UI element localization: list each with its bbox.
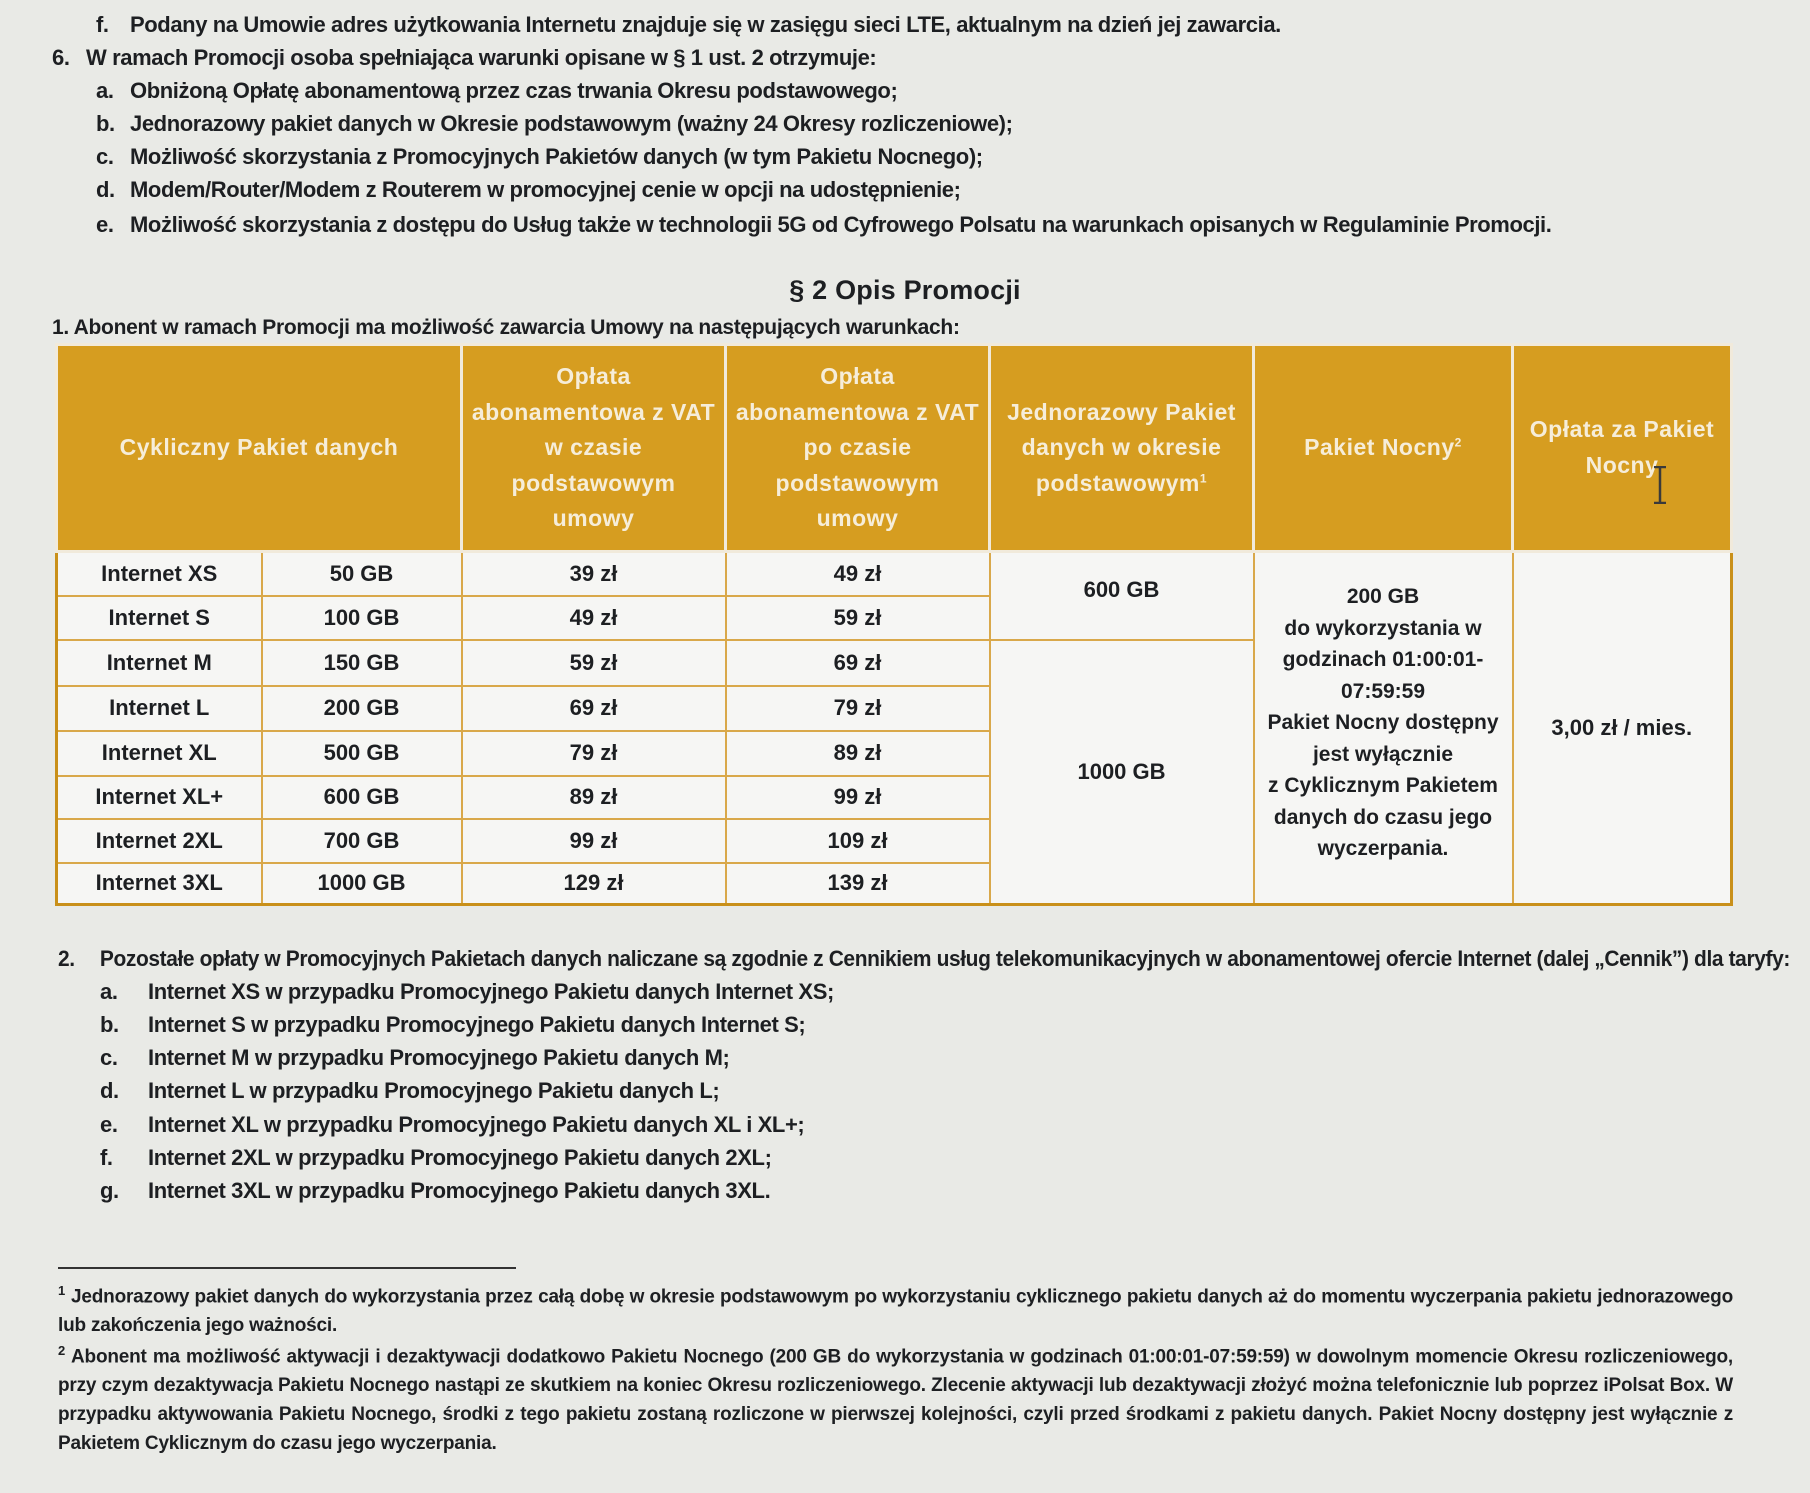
list-marker: f.	[96, 12, 109, 37]
cell-name: Internet L	[57, 686, 262, 731]
cell-data: 150 GB	[262, 640, 462, 686]
cell-name: Internet 2XL	[57, 819, 262, 863]
list-marker: b.	[100, 1012, 119, 1037]
list-text: Modem/Router/Modem z Routerem w promocyjnej cenie w opcji na udostępnienie;	[130, 177, 961, 202]
list-item	[100, 1078, 719, 1104]
header-package: Cykliczny Pakiet danych	[57, 345, 462, 552]
list-item	[100, 1045, 729, 1071]
list-marker: b.	[96, 111, 115, 136]
list-text: Możliwość skorzystania z Promocyjnych Pakietów danych (w tym Pakietu Nocnego);	[130, 144, 983, 169]
list-marker: 2.	[58, 946, 75, 971]
list-marker: a.	[100, 979, 118, 1004]
night-line: godzinach 01:00:01-	[1282, 648, 1484, 671]
list-text: Obniżoną Opłatę abonamentową przez czas trwania Okresu podstawowego;	[130, 78, 898, 103]
section-heading: § 2 Opis Promocji	[789, 275, 1021, 305]
night-line: Pakiet Nocny dostępny	[1267, 711, 1499, 734]
cell-onetime-1000: 1000 GB	[990, 640, 1254, 905]
cell-fee-after: 79 zł	[726, 686, 990, 731]
list-text: Internet L w przypadku Promocyjnego Pakietu danych L;	[148, 1078, 720, 1103]
list-text: Możliwość skorzystania z dostępu do Usług także w technologii 5G od Cyfrowego Polsatu na warunkach opisanych w Regulaminie Promocji.	[130, 212, 1552, 237]
footnote-divider	[58, 1267, 516, 1269]
night-line: do wykorzystania w	[1284, 616, 1482, 640]
list-item	[100, 1112, 804, 1138]
footnote-ref: 2	[1454, 435, 1462, 450]
cell-data: 500 GB	[262, 731, 462, 776]
cell-name: Internet XL	[57, 731, 262, 776]
cell-fee-after: 59 zł	[726, 596, 990, 640]
cell-fee-after: 139 zł	[726, 863, 990, 905]
list-text: Internet XL w przypadku Promocyjnego Pakietu danych XL i XL+;	[148, 1112, 805, 1137]
list-marker: d.	[100, 1078, 119, 1103]
list-text: Internet 2XL w przypadku Promocyjnego Pakietu danych 2XL;	[148, 1145, 772, 1170]
list-text: Internet XS w przypadku Promocyjnego Pakietu danych Internet XS;	[148, 979, 834, 1004]
list-text: Internet S w przypadku Promocyjnego Pakietu danych Internet S;	[148, 1012, 806, 1037]
list-marker: c.	[96, 144, 114, 169]
list-text: Pozostałe opłaty w Promocyjnych Pakietach danych naliczane są zgodnie z Cennikiem usług telekomunikacyjnych w abonamentowej ofercie Internet (dalej „Cennik”) dla taryfy:	[99, 946, 1790, 971]
cell-data: 600 GB	[262, 776, 462, 819]
footnote-text: Jednorazowy pakiet danych do wykorzystania przez całą dobę w okresie podstawowym po wykorzystaniu cyklicznego pakietu danych aż do momentu wyczerpania pakietu jednorazowego lub zakończenia jego ważności.	[58, 1286, 1733, 1337]
cell-data: 700 GB	[262, 819, 462, 863]
list-text: Jednorazowy pakiet danych w Okresie podstawowym (ważny 24 Okresy rozliczeniowe);	[130, 111, 1013, 136]
list-item	[58, 946, 1790, 972]
table-row	[57, 552, 1732, 596]
cell-fee-basic: 49 zł	[462, 596, 726, 640]
list-item	[96, 78, 897, 104]
list-item	[96, 212, 1551, 238]
night-line: danych do czasu jego	[1273, 805, 1493, 829]
list-marker: a.	[96, 78, 114, 103]
header-fee-basic: Opłata abonamentowa z VAT w czasie podstawowym umowy	[462, 345, 726, 552]
list-marker: e.	[96, 212, 114, 237]
footnote-text: Abonent ma możliwość aktywacji i dezaktywacji dodatkowo Pakietu Nocnego (200 GB do wykorzystania w godzinach 01:00:01-07:59:59) w dowolnym momencie Okresu rozliczeniowego, przy czym dezaktywacja Pakietu Nocnego nastąpi ze skutkiem na koniec Okresu rozliczeniowego. Zlecenie aktywacji lub dezaktywacji złożyć można telefonicznie lub poprzez iPolsat Box. W przypadku aktywowania Pakietu Nocnego, środki z tego pakietu zostaną rozliczone w pierwszej kolejności, czyli przed środkami z pakietu danych. Pakiet Nocny dostępny jest wyłącznie z Pakietem Cyklicznym do czasu jego wyczerpania.	[58, 1346, 1733, 1455]
cell-fee-after: 49 zł	[726, 552, 990, 596]
footnote-number: 1	[58, 1283, 66, 1298]
text-cursor-icon	[1653, 466, 1667, 504]
cell-data: 1000 GB	[262, 863, 462, 905]
cell-data: 200 GB	[262, 686, 462, 731]
list-marker: e.	[100, 1112, 118, 1137]
night-line: 07:59:59	[1340, 679, 1426, 703]
footnote	[58, 1336, 1733, 1458]
list-marker: c.	[100, 1045, 118, 1070]
header-fee-after: Opłata abonamentowa z VAT po czasie podstawowym umowy	[726, 345, 990, 552]
cell-name: Internet 3XL	[57, 863, 262, 905]
list-item	[100, 979, 834, 1005]
cell-fee-after: 89 zł	[726, 731, 990, 776]
list-item	[96, 12, 1281, 38]
cell-fee-basic: 129 zł	[462, 863, 726, 905]
list-text: Internet M w przypadku Promocyjnego Pakietu danych M;	[148, 1045, 730, 1070]
list-text: W ramach Promocji osoba spełniająca warunki opisane w § 1 ust. 2 otrzymuje:	[86, 45, 877, 70]
list-item	[52, 45, 876, 71]
night-line: wyczerpania.	[1317, 837, 1449, 860]
header-night	[1254, 345, 1513, 552]
night-line: z Cyklicznym Pakietem	[1268, 774, 1498, 797]
header-onetime-label: Jednorazowy Pakiet danych w okresie podstawowym	[1007, 398, 1236, 496]
cell-data: 50 GB	[262, 552, 462, 596]
cell-fee-basic: 79 zł	[462, 731, 726, 776]
cell-fee-after: 99 zł	[726, 776, 990, 819]
list-marker: 6.	[52, 45, 70, 70]
night-line: jest wyłącznie	[1312, 742, 1454, 766]
footnote	[58, 1276, 1733, 1340]
list-item	[96, 177, 961, 203]
list-item	[100, 1178, 770, 1204]
cell-fee-basic: 99 zł	[462, 819, 726, 863]
list-text: Podany na Umowie adres użytkowania Internetu znajduje się w zasięgu sieci LTE, aktualnym na dzień jej zawarcia.	[130, 12, 1281, 37]
list-marker: f.	[100, 1145, 113, 1170]
list-item	[96, 144, 983, 170]
cell-name: Internet XL+	[57, 776, 262, 819]
list-item	[96, 111, 1013, 137]
header-night-label: Pakiet Nocny	[1304, 434, 1455, 461]
cell-data: 100 GB	[262, 596, 462, 640]
cell-fee-after: 109 zł	[726, 819, 990, 863]
cell-name: Internet S	[57, 596, 262, 640]
list-marker: g.	[100, 1178, 119, 1203]
cell-fee-after: 69 zł	[726, 640, 990, 686]
list-marker: d.	[96, 177, 115, 202]
section-intro: 1. Abonent w ramach Promocji ma możliwość zawarcia Umowy na następujących warunkach:	[52, 316, 960, 339]
cell-onetime-600: 600 GB	[990, 552, 1254, 640]
footnote-ref: 1	[1199, 471, 1208, 486]
footnote-number: 2	[58, 1343, 66, 1358]
cell-fee-basic: 59 zł	[462, 640, 726, 686]
cell-name: Internet M	[57, 640, 262, 686]
cell-fee-basic: 89 zł	[462, 776, 726, 819]
list-text: Internet 3XL w przypadku Promocyjnego Pakietu danych 3XL.	[148, 1178, 771, 1203]
list-item	[100, 1145, 772, 1171]
cell-fee-basic: 39 zł	[462, 552, 726, 596]
cell-fee-basic: 69 zł	[462, 686, 726, 731]
promo-table	[55, 343, 1733, 906]
list-item	[100, 1012, 805, 1038]
header-onetime	[990, 345, 1254, 552]
header-night-fee: Opłata za Pakiet Nocny	[1513, 345, 1732, 552]
cell-night-package	[1254, 552, 1513, 905]
cell-name: Internet XS	[57, 552, 262, 596]
cell-night-fee: 3,00 zł / mies.	[1513, 552, 1732, 905]
night-line: 200 GB	[1346, 585, 1420, 608]
